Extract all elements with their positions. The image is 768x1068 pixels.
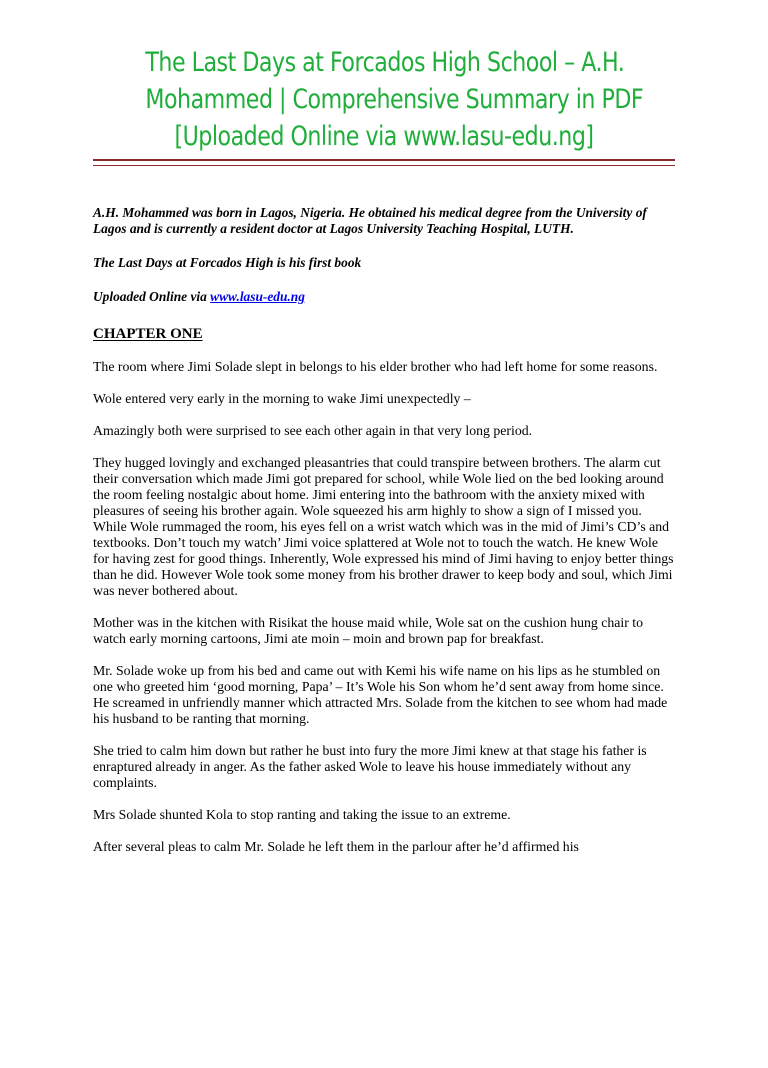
paragraph: Wole entered very early in the morning to wake Jimi unexpectedly – xyxy=(93,391,471,406)
paragraph: She tried to calm him down but rather he bust into fury the more Jimi knew at that stage his father is enraptured already in anger. As the father asked Wole to leave his house immediately without any complaints. xyxy=(93,743,647,790)
paragraph: The room where Jimi Solade slept in belongs to his elder brother who had left home for some reasons. xyxy=(93,359,658,374)
chapter-body xyxy=(93,359,675,855)
upload-note xyxy=(93,289,675,305)
paragraph: Mr. Solade woke up from his bed and came out with Kemi his wife name on his lips as he stumbled on one who greeted him ‘good morning, Papa’ – It’s Wole his Son whom he’d sent away from home since. He screamed in unfriendly manner which attracted Mrs. Solade from the kitchen to see whom had made his husband to be ranting that morning. xyxy=(93,663,668,726)
title-line-2: Mohammed | Comprehensive Summary in PDF xyxy=(145,84,644,115)
title-line-1: The Last Days at Forcados High School – A.H. xyxy=(145,47,625,78)
title-line-3: [Uploaded Online via www.lasu-edu.ng] xyxy=(174,121,594,152)
author-intro xyxy=(93,205,675,305)
paragraph: Mother was in the kitchen with Risikat the house maid while, Wole sat on the cushion hung chair to watch early morning cartoons, Jimi ate moin – moin and brown pap for breakfast. xyxy=(93,615,644,646)
source-link[interactable]: www.lasu-edu.ng xyxy=(210,289,305,304)
document-page xyxy=(0,44,768,1068)
document-title xyxy=(145,44,644,155)
paragraph: Mrs Solade shunted Kola to stop ranting and taking the issue to an extreme. xyxy=(93,807,511,822)
author-bio: A.H. Mohammed was born in Lagos, Nigeria. He obtained his medical degree from the University of Lagos and is currently a resident doctor at Lagos University Teaching Hospital, LUTH. xyxy=(93,205,647,236)
paragraph: They hugged lovingly and exchanged pleasantries that could transpire between brothers. The alarm cut their conversation which made Jimi got prepared for school, while Wole lied on the bed looking around the room feeling nostalgic about home. Jimi entering into the bathroom with the anxiety mixed with pleasures of seeing his brother again. Wole squeezed his arm highly to show a sign of I missed you. While Wole rummaged the room, his eyes fell on a wrist watch which was in the mid of Jimi’s CD’s and textbooks. Don’t touch my watch’ Jimi voice splattered at Wole not to touch the watch. He knew Wole for having zest for good things. Inherently, Wole expressed his mind of Jimi having to enjoy better things than he did. However Wole took some money from his brother drawer to keep body and soul, which Jimi was never bothered about. xyxy=(93,455,674,598)
upload-prefix: Uploaded Online via xyxy=(93,289,211,304)
first-book-note: The Last Days at Forcados High is his first book xyxy=(93,255,362,270)
paragraph: Amazingly both were surprised to see each other again in that very long period. xyxy=(93,423,533,438)
title-divider xyxy=(93,159,675,166)
chapter-heading: CHAPTER ONE xyxy=(93,326,203,342)
paragraph: After several pleas to calm Mr. Solade he left them in the parlour after he’d affirmed his xyxy=(93,839,579,854)
